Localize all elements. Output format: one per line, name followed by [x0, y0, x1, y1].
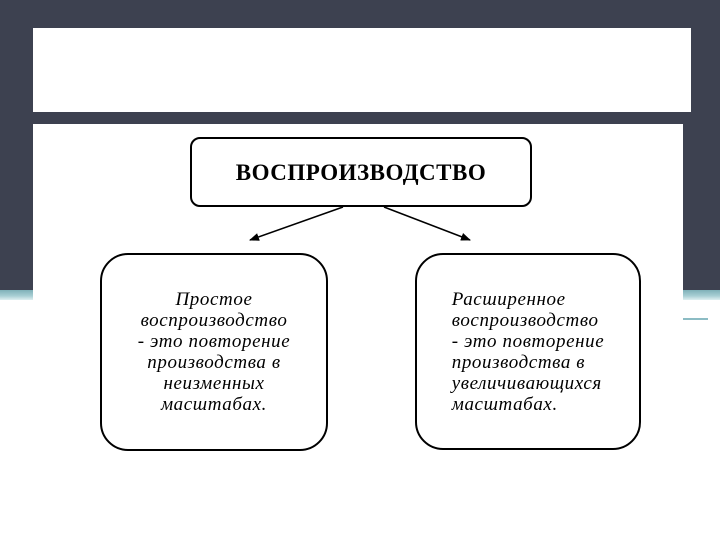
extended-reproduction-card	[415, 253, 641, 450]
simple-reproduction-text: Простое воспроизводство - это повторение производства в неизменных масштабах.	[137, 289, 291, 415]
simple-reproduction-card	[100, 253, 328, 451]
extended-reproduction-text: Расширенное воспроизводство - это повторение производства в увеличивающихся масштабах.	[451, 288, 605, 415]
title-text: ВОСПРОИЗВОДСТВО	[235, 159, 487, 185]
arrow-to-left-card	[250, 207, 343, 240]
arrow-to-right-card	[384, 207, 470, 240]
title-node	[190, 137, 532, 207]
